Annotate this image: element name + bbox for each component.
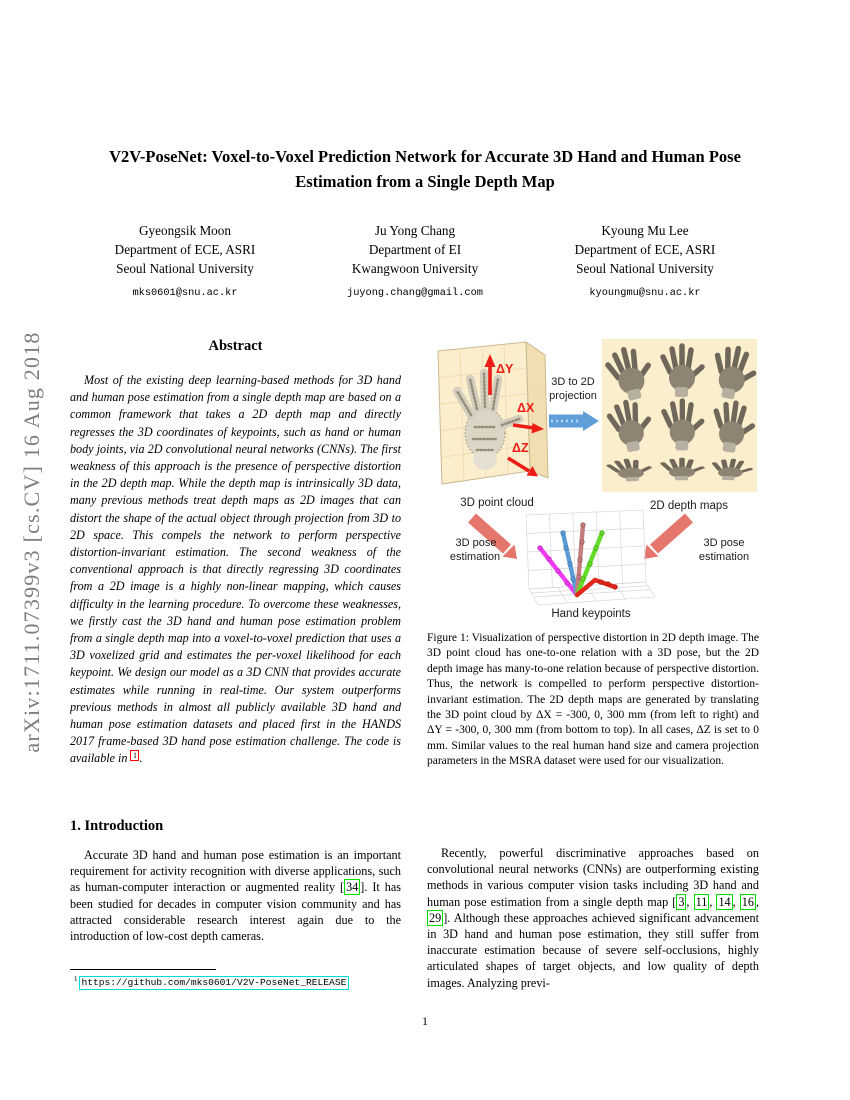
figure-1-caption: Figure 1: Visualization of perspective distortion in 2D depth image. The 3D point cloud has one-to-one relation with a 3D pose, but the 2D depth image has many-to-one relation because of perspective distortion. Thus, the network is compelled to perform perspective distortion-invariant estimation. The 2D depth maps are generated by translating the 3D point cloud by ΔX = -300, 0, 300 mm (from left to right) and ΔY = -300, 0, 300 mm (from bottom to top). In all cases, ΔZ is set to 0 mm. Similar values to the real human hand size and camera projection parameters in the MSRA dataset were used for our visualization.	[427, 632, 759, 768]
pose-right-label-line1: 3D pose	[703, 537, 745, 549]
author-dept: Department of ECE, ASRI	[574, 242, 716, 257]
pose-estimation-arrow-right	[644, 518, 749, 563]
delta-y-label: ΔY	[496, 362, 514, 376]
point-cloud-label: 3D point cloud	[460, 497, 534, 509]
pose-right-label-line2: estimation	[698, 551, 750, 563]
author-name: Ju Yong Chang	[374, 223, 456, 238]
projection-label-line1: 3D to 2D	[551, 376, 595, 388]
depth-maps-panel	[602, 339, 758, 492]
projection-label-line2: projection	[549, 390, 597, 402]
citation-link[interactable]: 16	[741, 894, 754, 909]
author-email: juyong.chang@gmail.com	[347, 287, 483, 299]
footnote-marker: 1	[74, 975, 78, 983]
author-block	[70, 221, 300, 303]
author-email: mks0601@snu.ac.kr	[132, 287, 238, 299]
paper-title: V2V-PoseNet: Voxel-to-Voxel Prediction Network for Accurate 3D Hand and Human Pose Estimation from a Single Depth Map	[109, 147, 741, 191]
pose-left-label-line2: estimation	[449, 551, 501, 563]
citation-link[interactable]: 11	[695, 894, 708, 909]
author-dept: Department of ECE, ASRI	[114, 242, 256, 257]
figure-1-graphic	[427, 337, 759, 631]
footnote	[74, 975, 349, 988]
related-work-paragraph: Recently, powerful discriminative approaches based on convolutional neural networks (CNNs) are outperforming existing methods in various computer vision tasks including 3D hand and human pose estimation from a single depth map [ 3 , 11 , 14 , 16 , 29 ]. Although these approaches achieved significant advancement in 3D hand and human pose estimation, they still suffer from inaccurate estimation because of severe self-occlusions, highly articulated shapes of target objects, and low quality of depth images. Analyzing previ-	[427, 846, 760, 990]
page-number: 1	[422, 1014, 428, 1028]
point-cloud-panel	[438, 342, 548, 484]
author-dept: Department of EI	[368, 242, 462, 257]
keypoints-label: Hand keypoints	[551, 608, 631, 620]
footnote-rule	[70, 969, 216, 970]
footnote-ref-link[interactable]: 1	[130, 750, 139, 761]
author-block	[300, 221, 530, 303]
citation-link[interactable]: 34	[346, 880, 359, 895]
author-email: kyoungmu@snu.ac.kr	[589, 287, 701, 299]
citation-link[interactable]: 14	[718, 894, 731, 909]
abstract-heading: Abstract	[208, 338, 263, 354]
author-univ: Seoul National University	[576, 261, 714, 276]
author-list	[70, 221, 760, 303]
delta-z-label: ΔZ	[512, 441, 529, 455]
citation-link[interactable]: 29	[429, 910, 442, 925]
projection-arrow	[549, 376, 599, 431]
abstract-text: Most of the existing deep learning-based methods for 3D hand and human pose estimation from a single depth map are based on a common framework that takes a 2D depth map and directly regresses the 3D coordinates of keypoints, such as hand or human body joints, via 2D convolutional neural networks (CNNs). The first weakness of this approach is the presence of perspective distortion in the 2D depth map. While the depth map is intrinsically 3D data, many previous methods treat depth maps as 2D images that can distort the shape of the actual object through projection from 3D to 2D space. This compels the network to perform perspective distortion-invariant estimation. The second weakness of the conventional approach is that directly regressing 3D coordinates from a 2D image is a highly non-linear mapping, which causes difficulty in the learning procedure. To overcome these weaknesses, we firstly cast the 3D hand and human pose estimation problem from a single depth map into a voxel-to-voxel prediction that uses a 3D voxelized grid and estimates the per-voxel likelihood for each keypoint. We design our model as a 3D CNN that provides accurate estimates while running in real-time. Our system outperforms previous methods in almost all publicly available 3D hand and human pose estimation datasets and placed first in the HANDS 2017 frame-based 3D hand pose estimation challenge. The code is available in $^1$ .	[70, 373, 401, 766]
author-name: Kyoung Mu Lee	[601, 223, 689, 238]
intro-paragraph: Accurate 3D hand and human pose estimation is an important requirement for activity recognition with diverse applications, such as human-computer interaction or augmented reality [ 34 ]. It has been studied for decades in computer vision community and has attracted considerable research interest again due to the introduction of low-cost depth cameras.	[70, 848, 401, 944]
citation-link[interactable]: 3	[678, 894, 685, 909]
author-univ: Seoul National University	[116, 261, 254, 276]
author-name: Gyeongsik Moon	[139, 223, 231, 238]
footnote-url-link[interactable]: https://github.com/mks0601/V2V-PoseNet_RELEASE	[79, 976, 350, 990]
pose-estimation-arrow-left	[450, 518, 517, 563]
depth-maps-label: 2D depth maps	[650, 500, 728, 512]
delta-x-label: ΔX	[517, 401, 535, 415]
keypoints-plot	[526, 510, 655, 620]
pose-left-label-line1: 3D pose	[455, 537, 497, 549]
author-univ: Kwangwoon University	[351, 261, 479, 276]
section-heading-introduction: 1. Introduction	[70, 818, 164, 834]
arxiv-watermark: arXiv:1711.07399v3 [cs.CV] 16 Aug 2018	[19, 331, 44, 753]
author-block	[530, 221, 760, 303]
